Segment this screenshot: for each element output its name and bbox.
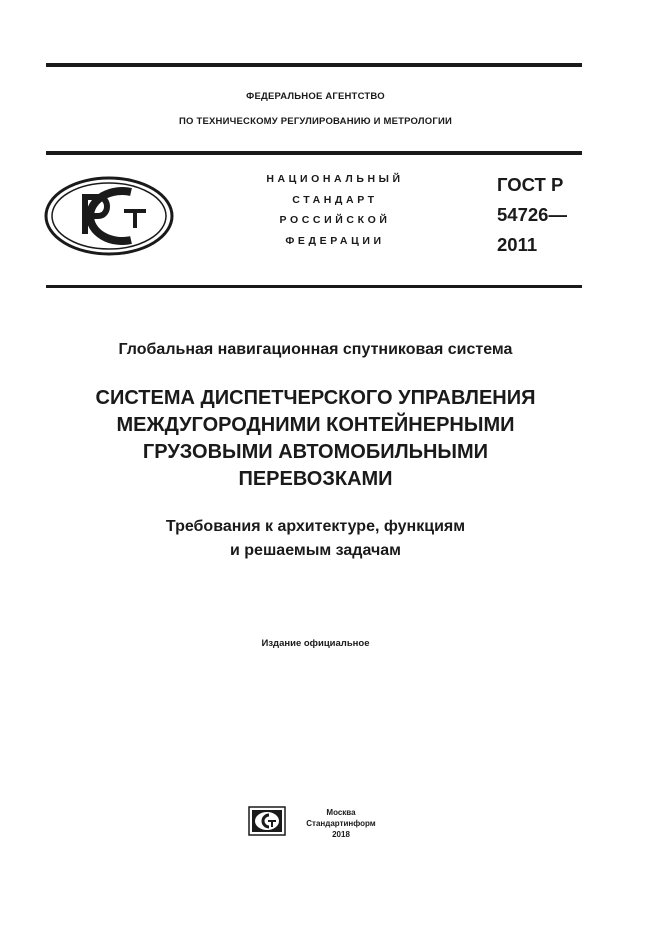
gost-number <box>497 170 567 260</box>
gost-code: 54726— <box>497 204 567 225</box>
title-line-1: СИСТЕМА ДИСПЕТЧЕРСКОГО УПРАВЛЕНИЯ <box>95 387 536 409</box>
edition-label: Издание официальное <box>261 638 370 649</box>
middle-rule <box>46 285 582 288</box>
requirements-line-2: и решаемым задачам <box>230 542 401 559</box>
document-title <box>0 385 631 493</box>
publisher-city: Москва <box>326 808 356 817</box>
national-standard-line-1: НАЦИОНАЛЬНЫЙ <box>266 173 404 185</box>
gost-year: 2011 <box>497 234 538 255</box>
rst-certification-mark-icon <box>44 176 174 256</box>
title-line-4: ПЕРЕВОЗКАМИ <box>238 468 393 490</box>
agency-line-1: ФЕДЕРАЛЬНОЕ АГЕНТСТВО <box>246 91 385 102</box>
requirements-line-1: Требования к архитектуре, функциям <box>165 518 466 535</box>
national-standard-label <box>230 169 440 251</box>
national-standard-line-2: СТАНДАРТ <box>292 193 378 206</box>
document-subtitle: Глобальная навигационная спутниковая система <box>118 341 513 358</box>
requirements-heading <box>0 515 631 563</box>
publisher-info <box>298 807 384 840</box>
publisher-year: 2018 <box>332 830 350 839</box>
national-standard-line-4: ФЕДЕРАЦИИ <box>285 234 385 247</box>
agency-line-2: ПО ТЕХНИЧЕСКОМУ РЕГУЛИРОВАНИЮ И МЕТРОЛОГИИ <box>179 116 452 127</box>
national-standard-line-3: РОССИЙСКОЙ <box>279 214 391 226</box>
title-line-3: ГРУЗОВЫМИ АВТОМОБИЛЬНЫМИ <box>142 441 489 463</box>
title-line-2: МЕЖДУГОРОДНИМИ КОНТЕЙНЕРНЫМИ <box>116 414 515 436</box>
top-rule <box>46 63 582 67</box>
publisher-name: Стандартинформ <box>306 819 376 828</box>
header-rule <box>46 151 582 155</box>
gost-label: ГОСТ Р <box>497 174 564 195</box>
standartinform-logo-icon <box>248 806 286 836</box>
